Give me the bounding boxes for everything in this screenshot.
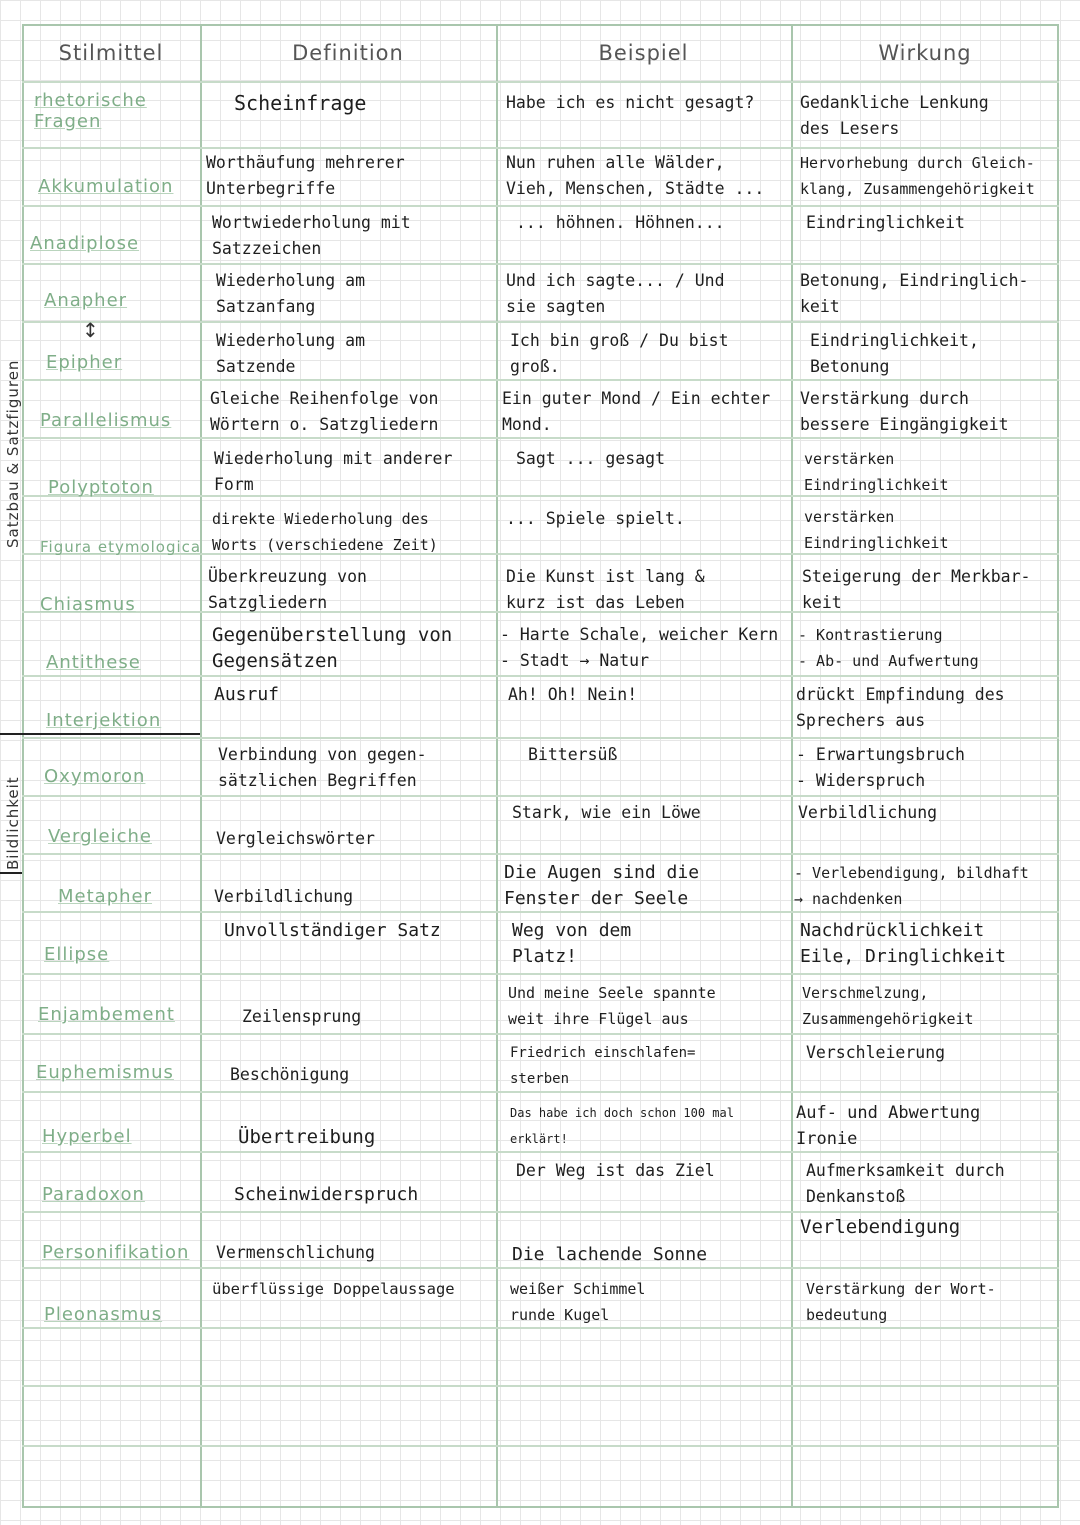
effect-cell: drückt Empfindung des Sprechers aus [796,685,1005,730]
header-stilmittel: Stilmittel [58,41,164,65]
row-rule [22,737,1059,739]
row-rule [22,853,1059,855]
effect-cell: Aufmerksamkeit durch Denkanstoß [806,1161,1005,1206]
row-rule [22,1385,1059,1387]
example-cell: Die lachende Sonne [512,1244,708,1265]
arrow-icon: ↕ [82,318,99,342]
column-divider [496,24,498,1508]
term-cell: Figura etymologica [40,538,202,556]
example-cell: Der Weg ist das Ziel [516,1161,715,1180]
example-cell: Das habe ich doch schon 100 mal erklärt! [510,1106,734,1146]
definition-cell: Beschönigung [230,1065,350,1084]
example-cell: Bittersüß [528,745,618,764]
effect-cell: verstärken Eindringlichkeit [804,450,949,494]
example-cell: Die Augen sind die Fenster der Seele [504,862,700,909]
term-cell: Personifikation [42,1242,190,1263]
definition-cell: direkte Wiederholung des Worts (verschiedene Zeit) [212,510,438,554]
effect-cell: Nachdrücklichkeit Eile, Dringlichkeit [800,920,1006,967]
term-cell: Euphemismus [36,1062,174,1083]
effect-cell: Verstärkung der Wort- bedeutung [806,1280,996,1324]
section-divider [0,872,22,874]
definition-cell: Ausruf [214,684,280,705]
definition-cell: Scheinfrage [234,91,367,115]
term-cell: Anadiplose [30,233,140,254]
example-cell: Ich bin groß / Du bist groß. [510,331,729,376]
definition-cell: Zeilensprung [242,1007,362,1026]
side-label-bildlichkeit: Bildlichkeit [4,776,22,870]
row-rule [22,263,1059,265]
example-cell: Und meine Seele spannte weit ihre Flügel aus [508,984,716,1028]
definition-cell: Verbindung von gegen- sätzlichen Begriffen [218,745,427,790]
effect-cell: - Kontrastierung - Ab- und Aufwertung [798,626,979,670]
example-cell: Nun ruhen alle Wälder, Vieh, Menschen, Städte ... [506,153,765,198]
term-cell: Vergleiche [48,826,152,847]
example-cell: Die Kunst ist lang & kurz ist das Leben [506,567,705,612]
definition-cell: Wortwiederholung mit Satzzeichen [212,213,411,258]
effect-cell: Verschleierung [806,1043,946,1062]
header-wirkung: Wirkung [878,41,972,65]
example-cell: - Harte Schale, weicher Kern - Stadt → Natur [500,625,779,670]
side-label-satzbau: Satzbau & Satzfiguren [4,359,22,548]
term-cell: Epipher [46,352,123,373]
definition-cell: Gegenüberstellung von Gegensätzen [212,624,453,672]
definition-cell: Wiederholung am Satzende [216,331,366,376]
term-cell: Enjambement [38,1004,175,1025]
effect-cell: Verschmelzung, Zusammengehörigkeit [802,984,974,1028]
example-cell: Friedrich einschlafen= sterben [510,1045,696,1087]
effect-cell: - Verlebendigung, bildhaft → nachdenken [794,864,1029,908]
definition-cell: Wiederholung mit anderer Form [214,449,453,494]
row-rule [22,1033,1059,1035]
row-rule [22,1211,1059,1213]
row-rule [22,147,1059,149]
term-cell: Pleonasmus [44,1304,163,1325]
row-rule [22,973,1059,975]
column-divider [791,24,793,1508]
term-cell: Interjektion [46,710,162,731]
term-cell: Chiasmus [40,594,136,615]
row-rule [22,795,1059,797]
term-cell: Antithese [46,652,141,673]
effect-cell: verstärken Eindringlichkeit [804,508,949,552]
effect-cell: Verlebendigung [800,1216,961,1238]
definition-cell: Unvollständiger Satz [224,920,441,941]
effect-cell: Steigerung der Merkbar- keit [802,567,1031,612]
term-cell: Hyperbel [42,1126,132,1147]
definition-cell: Wiederholung am Satzanfang [216,271,366,316]
effect-cell: Gedankliche Lenkung des Lesers [800,93,989,138]
row-rule [22,1445,1059,1447]
header-definition: Definition [292,41,404,65]
term-cell: rhetorische Fragen [34,90,147,132]
row-rule [22,321,1059,323]
effect-cell: Verbildlichung [798,803,938,822]
example-cell: Ah! Oh! Nein! [508,685,638,704]
example-cell: ... Spiele spielt. [506,509,685,528]
term-cell: Paradoxon [42,1184,145,1205]
term-cell: Oxymoron [44,766,146,787]
effect-cell: Auf- und Abwertung Ironie [796,1103,981,1149]
term-cell: Akkumulation [38,176,174,197]
definition-cell: Überkreuzung von Satzgliedern [208,567,367,612]
header-rule [22,81,1059,83]
definition-cell: Gleiche Reihenfolge von Wörtern o. Satzgliedern [210,389,439,434]
example-cell: ... höhnen. Höhnen... [516,213,725,232]
term-cell: Metapher [58,886,153,907]
term-cell: Ellipse [44,944,110,965]
effect-cell: Betonung, Eindringlich- keit [800,271,1029,316]
example-cell: Habe ich es nicht gesagt? [506,93,755,112]
term-cell: Parallelismus [40,410,172,431]
table-header [22,24,1059,82]
effect-cell: Eindringlichkeit, Betonung [810,331,979,376]
definition-cell: Scheinwiderspruch [234,1184,419,1205]
definition-cell: Worthäufung mehrerer Unterbegriffe [206,153,405,198]
definition-cell: überflüssige Doppelaussage [212,1280,455,1298]
definition-cell: Vergleichswörter [216,829,375,848]
definition-cell: Übertreibung [238,1126,376,1148]
example-cell: Stark, wie ein Löwe [512,803,701,822]
effect-cell: Verstärkung durch bessere Eingängigkeit [800,389,1009,434]
example-cell: weißer Schimmel runde Kugel [510,1280,646,1324]
term-cell: Anapher [44,290,128,311]
effect-cell: Hervorhebung durch Gleich- klang, Zusammengehörigkeit [800,154,1035,198]
example-cell: Ein guter Mond / Ein echter Mond. [502,389,771,434]
effect-cell: - Erwartungsbruch - Widerspruch [796,745,965,790]
definition-cell: Vermenschlichung [216,1243,375,1262]
section-divider [0,733,200,735]
term-cell: Polyptoton [48,477,154,498]
example-cell: Sagt ... gesagt [516,449,666,468]
row-rule [22,675,1059,677]
definition-cell: Verbildlichung [214,887,354,906]
effect-cell: Eindringlichkeit [806,213,965,232]
example-cell: Weg von dem Platz! [512,920,632,967]
row-rule [22,205,1059,207]
header-beispiel: Beispiel [598,41,689,65]
column-divider [200,24,202,1508]
example-cell: Und ich sagte... / Und sie sagten [506,271,725,316]
